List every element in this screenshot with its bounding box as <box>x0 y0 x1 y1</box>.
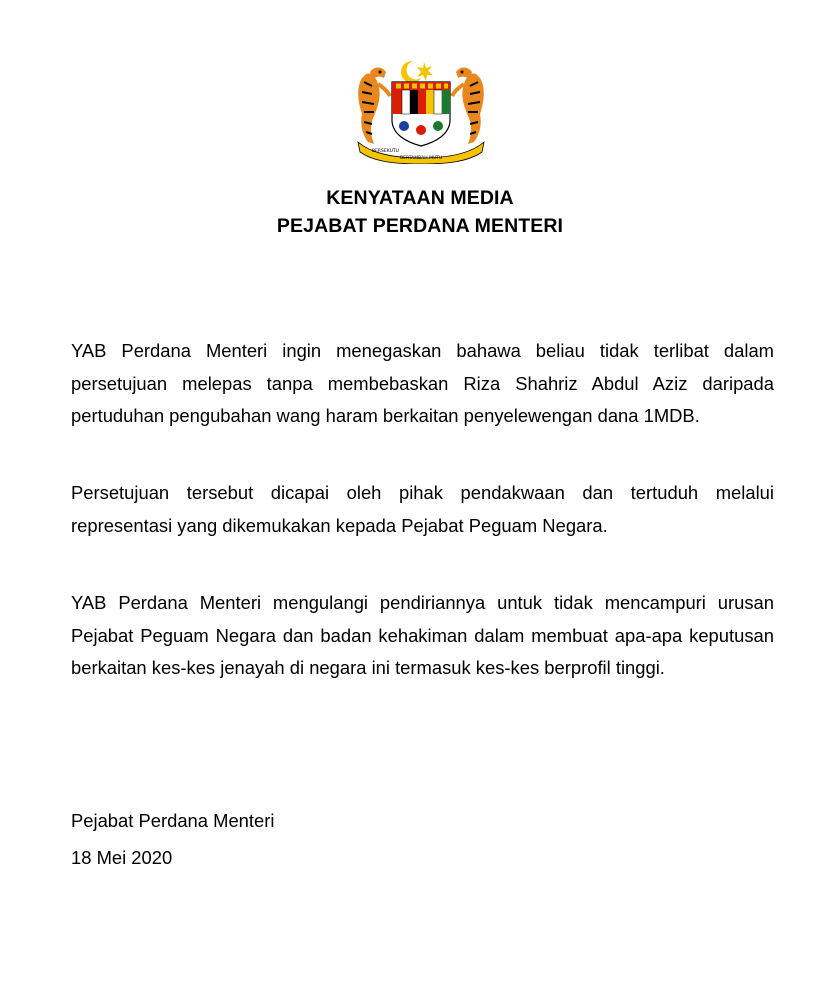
motto-center-text: BERTAMBAH MUTU <box>400 156 443 161</box>
document-title: KENYATAAN MEDIA <box>326 187 514 209</box>
paragraph-3: YAB Perdana Menteri mengulangi pendiriannya untuk tidak mencampuri urusan Pejabat Peguam Negara dan badan kehakiman dalam membuat apa-apa keputusan berkaitan kes-kes jenayah di negara ini termasuk kes-kes berprofil tinggi. <box>71 592 774 678</box>
crescent-star-icon <box>401 61 433 84</box>
document-subtitle: PEJABAT PERDANA MENTERI <box>276 215 564 237</box>
motto-left-text: BERSEKUTU <box>372 149 399 154</box>
right-tiger-icon <box>452 68 484 145</box>
malaysia-coat-of-arms-icon <box>352 58 490 164</box>
signature-office: Pejabat Perdana Menteri <box>71 810 275 831</box>
left-tiger-icon <box>358 68 390 145</box>
paragraph-1: YAB Perdana Menteri ingin menegaskan bahawa beliau tidak terlibat dalam persetujuan melepas tanpa membebaskan Riza Shahriz Abdul Aziz daripada pertuduhan pengubahan wang haram berkaitan penyelewengan dana 1MDB. <box>71 340 774 426</box>
signature-date: 18 Mei 2020 <box>71 847 173 868</box>
shield-icon <box>392 82 450 146</box>
paragraph-2: Persetujuan tersebut dicapai oleh pihak pendakwaan dan tertuduh melalui representasi yang dikemukakan kepada Pejabat Peguam Negara. <box>71 482 774 536</box>
